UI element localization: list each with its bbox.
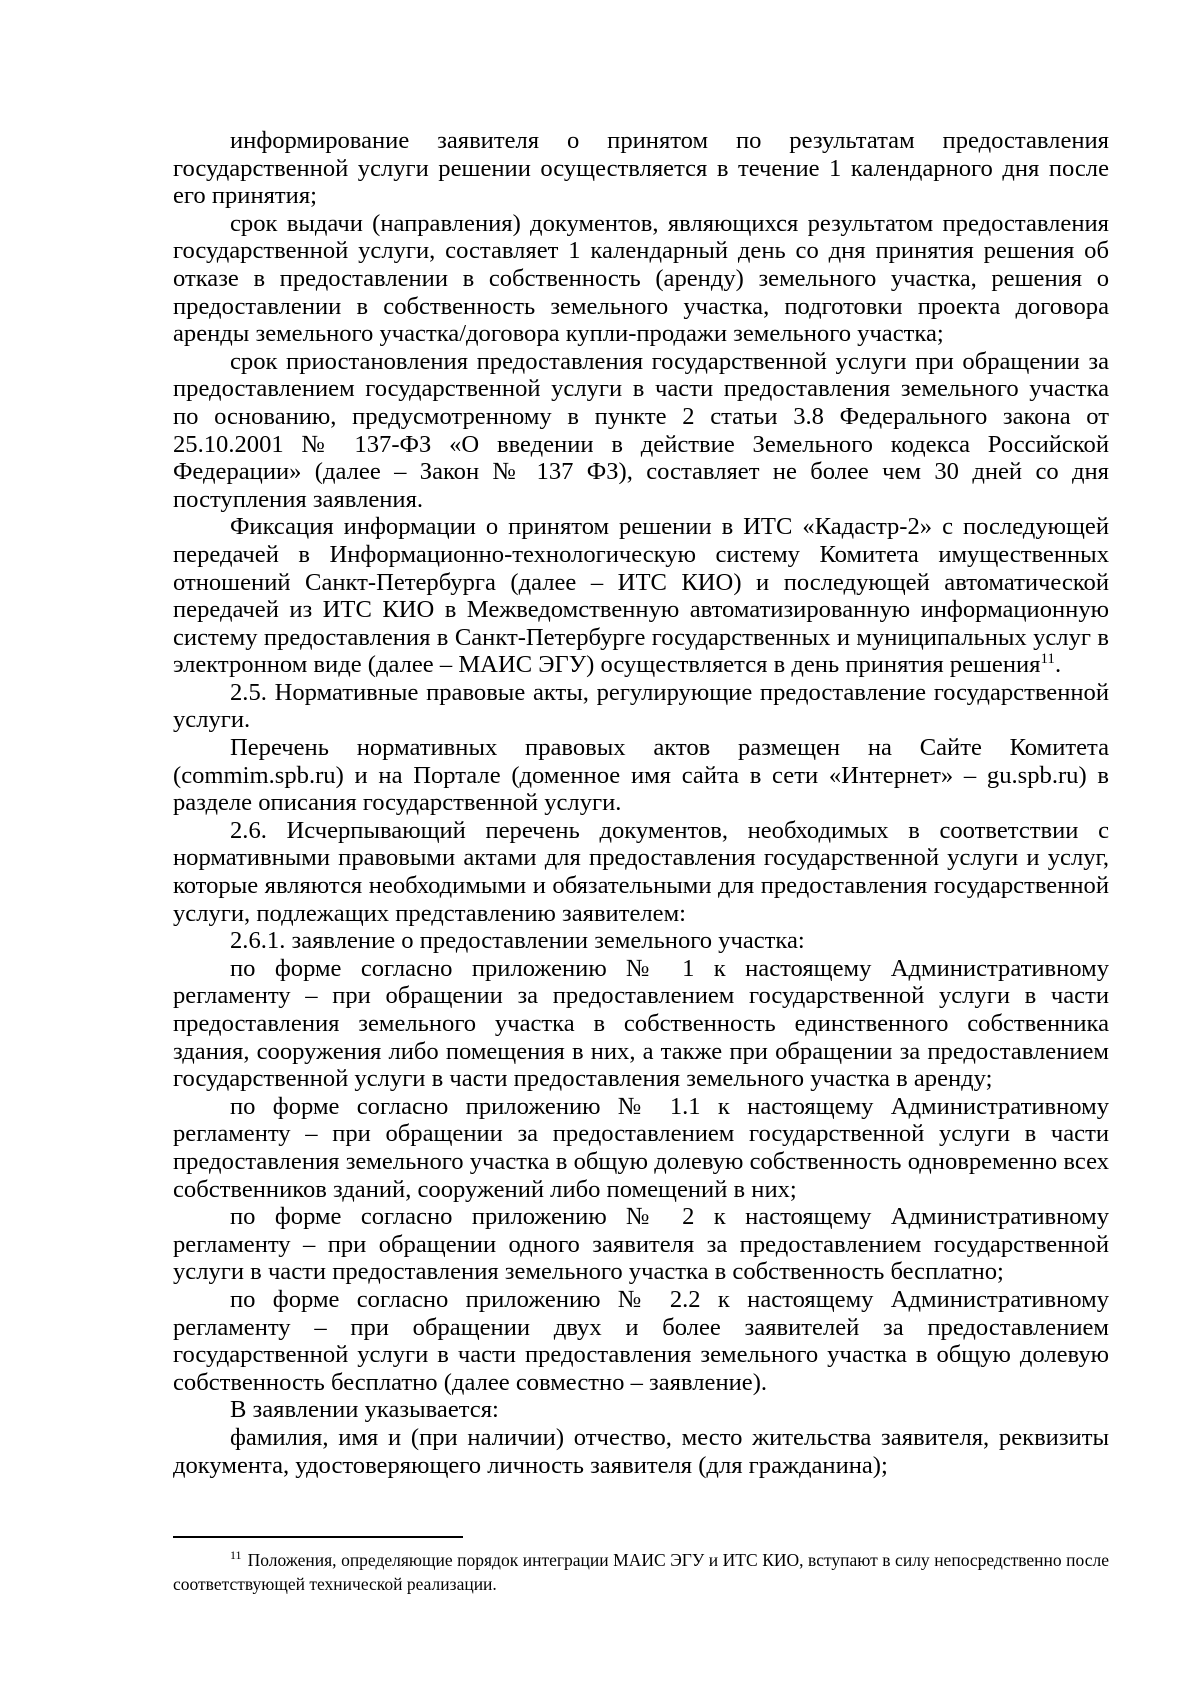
footnote [173, 1548, 1109, 1596]
paragraph-applicant-details: фамилия, имя и (при наличии) отчество, место жительства заявителя, реквизиты документа, удостоверяющего личность заявителя (для гражданина); [173, 1423, 1109, 1479]
paragraph-issue-term: срок выдачи (направления) документов, являющихся результатом предоставления государственной услуги, составляет 1 календарный день со дня принятия решения об отказе в предоставлении в собственность (аренду) земельного участка, решения о предоставлении в собственность земельного участка, подготовки проекта договора аренды земельного участка/договора купли-продажи земельного участка; [173, 209, 1109, 348]
paragraph-form-1: по форме согласно приложению № 1 к настоящему Административному регламенту – при обращении за предоставлением государственной услуги в части предоставления земельного участка в собственность единственного собственника здания, сооружения либо помещения в них, а также при обращении за предоставлением государственной услуги в части предоставления земельного участка в аренду; [173, 954, 1109, 1093]
paragraph-acts-list: Перечень нормативных правовых актов размещен на Сайте Комитета (commim.spb.ru) и на Портале (доменное имя сайта в сети «Интернет» – gu.spb.ru) в разделе описания государственной услуги. [173, 734, 1109, 817]
paragraph-form-2-2: по форме согласно приложению № 2.2 к настоящему Административному регламенту – при обращении двух и более заявителей за предоставлением государственной услуги в части предоставления земельного участка в общую долевую собственность бесплатно (далее совместно – заявление). [173, 1285, 1109, 1396]
paragraph-informing: информирование заявителя о принятом по результатам предоставления государственной услуги решении осуществляется в течение 1 календарного дня после его принятия; [173, 127, 1109, 210]
body-text [173, 127, 1109, 1479]
paragraph-application-contents: В заявлении указывается: [230, 1396, 499, 1424]
paragraph-form-1-1: по форме согласно приложению № 1.1 к настоящему Административному регламенту – при обращении за предоставлением государственной услуги в части предоставления земельного участка в общую долевую собственность одновременно всех собственников зданий, сооружений либо помещений в них; [173, 1092, 1109, 1203]
footnote-number: 11 [230, 1548, 242, 1563]
footnote-divider [173, 1536, 463, 1538]
paragraph-form-2: по форме согласно приложению № 2 к настоящему Административному регламенту – при обращении одного заявителя за предоставлением государственной услуги в части предоставления земельного участка в собственность бесплатно; [173, 1203, 1109, 1286]
footnote-reference[interactable]: 11 [1040, 651, 1055, 668]
footnote-text: Положения, определяющие порядок интеграции МАИС ЭГУ и ИТС КИО, вступают в силу непосредственно после соответствующей технической реализации. [173, 1550, 1109, 1594]
section-2-6-1-heading: 2.6.1. заявление о предоставлении земельного участка: [230, 927, 805, 955]
paragraph-fixation [173, 513, 1109, 679]
paragraph-suspension-term: срок приостановления предоставления государственной услуги при обращении за предоставлением государственной услуги в части предоставления земельного участка по основанию, предусмотренному в пункте 2 статьи 3.8 Федерального закона от 25.10.2001 № 137-ФЗ «О введении в действие Земельного кодекса Российской Федерации» (далее – Закон № 137 ФЗ), составляет не более чем 30 дней со дня поступления заявления. [173, 347, 1109, 513]
section-2-6-heading: 2.6. Исчерпывающий перечень документов, необходимых в соответствии с нормативными правовыми актами для предоставления государственной услуги и услуг, которые являются необходимыми и обязательными для предоставления государственной услуги, подлежащих представлению заявителем: [173, 816, 1109, 927]
paragraph-fixation-text: Фиксация информации о принятом решении в ИТС «Кадастр-2» с последующей передачей в Информационно-технологическую систему Комитета имущественных отношений Санкт-Петербурга (далее – ИТС КИО) и последующей автоматической передачей из ИТС КИО в Межведомственную автоматизированную информационную систему предоставления в Санкт-Петербурге государственных и муниципальных услуг в электронном виде (далее – МАИС ЭГУ) осуществляется в день принятия решения [173, 513, 1109, 679]
section-2-5-heading: 2.5. Нормативные правовые акты, регулирующие предоставление государственной услуги. [173, 678, 1109, 734]
paragraph-fixation-end: . [1054, 651, 1062, 679]
